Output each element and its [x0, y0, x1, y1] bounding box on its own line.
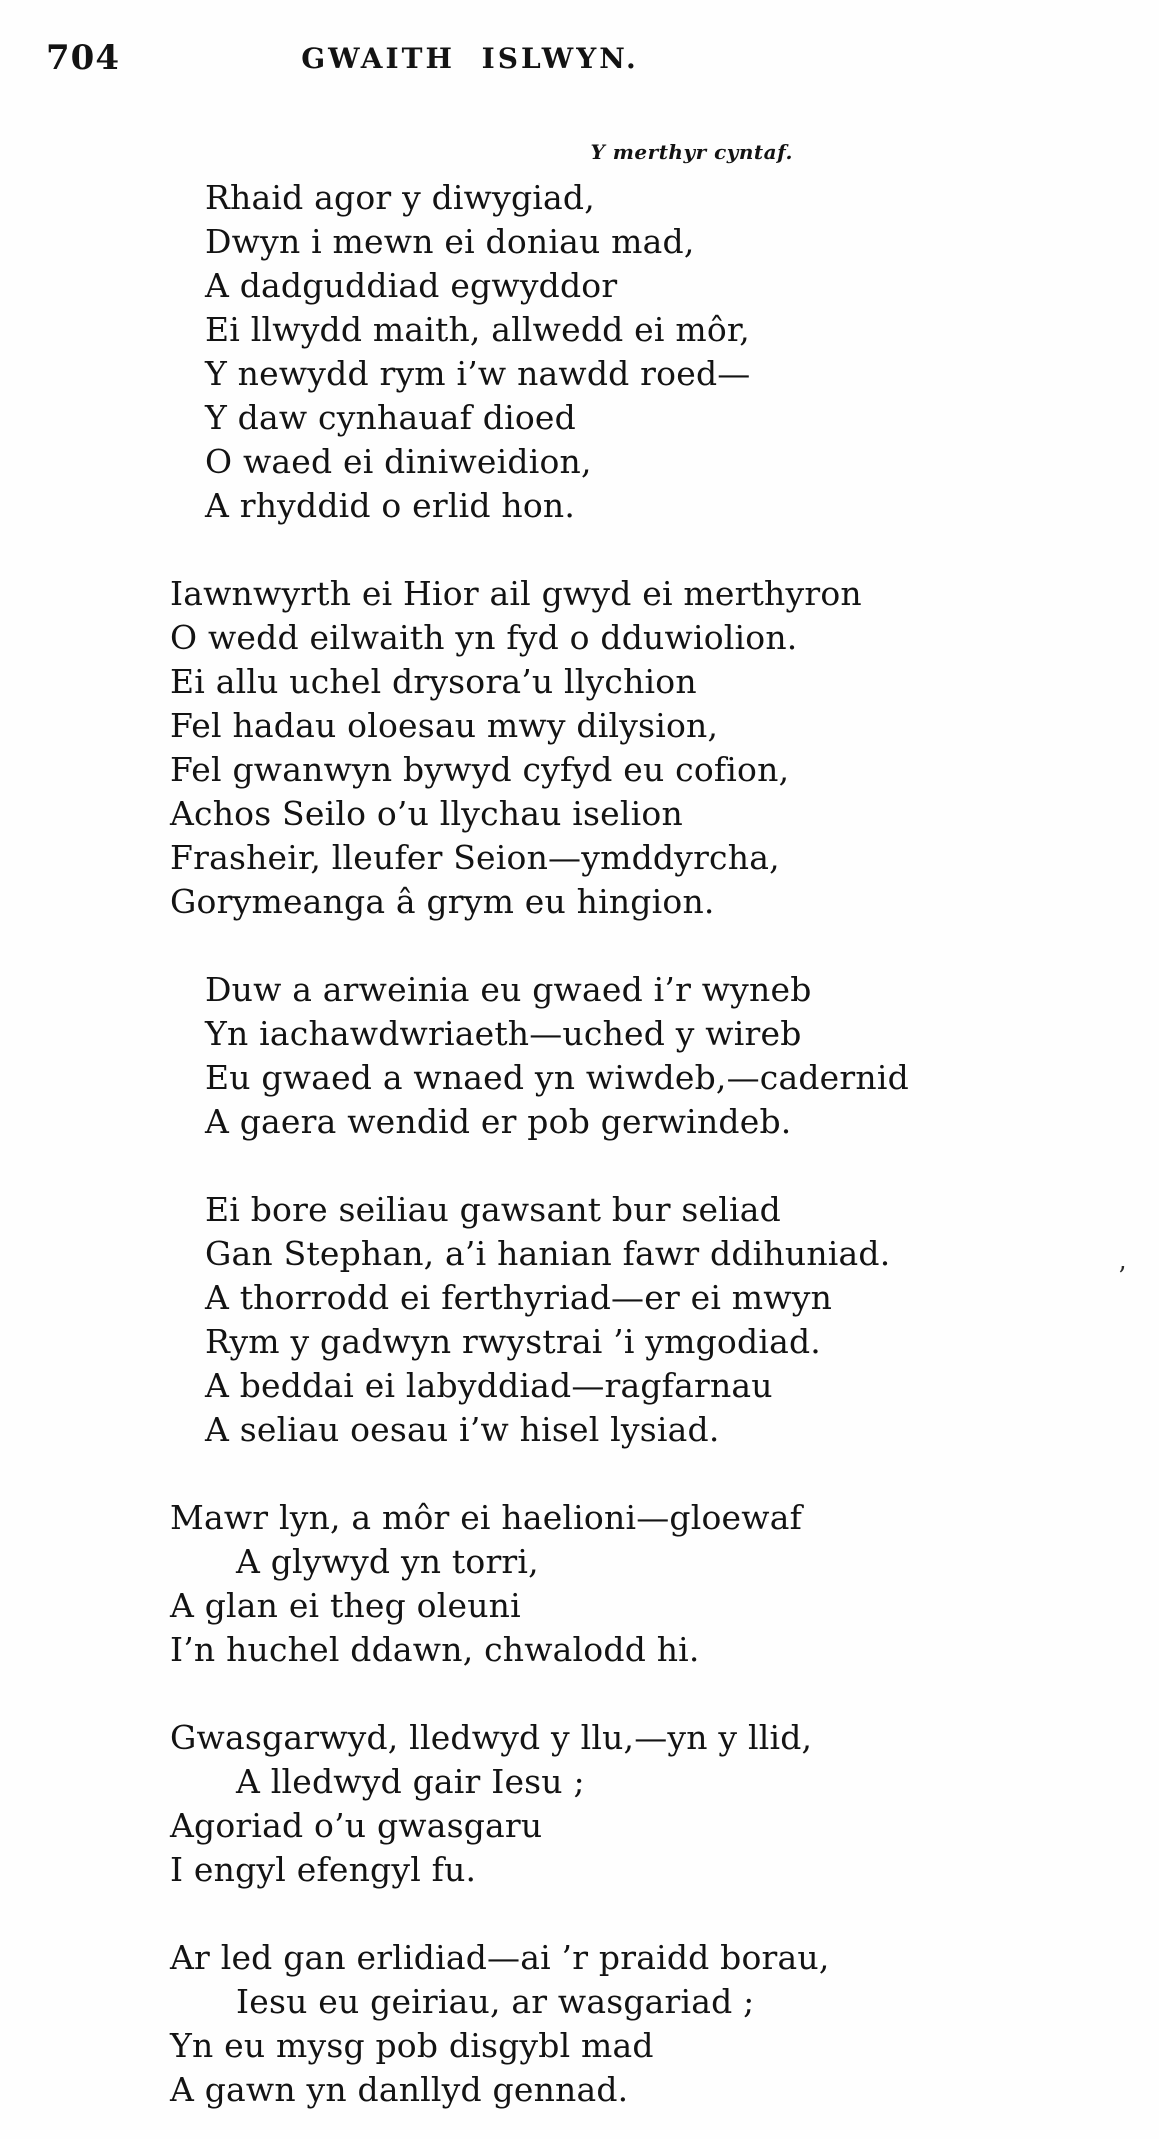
poem-line: Rhaid agor y diwygiad, — [205, 178, 595, 217]
stanza — [170, 1496, 909, 1672]
poem-line: A gaera wendid er pob gerwindeb. — [205, 1102, 792, 1141]
poem-line: O waed ei diniweidion, — [205, 442, 592, 481]
poem-line: A glan ei theg oleuni — [170, 1586, 521, 1625]
poem-line: Ei allu uchel drysora’u llychion — [170, 662, 697, 701]
poem-line: Mawr lyn, a môr ei haelioni—gloewaf — [170, 1498, 803, 1537]
poem — [170, 176, 909, 2139]
poem-line: Eu gwaed a wnaed yn wiwdeb,—cadernid — [205, 1058, 909, 1097]
poem-line: A rhyddid o erlid hon. — [205, 486, 576, 525]
poem-line: Yn iachawdwriaeth—uched y wireb — [205, 1014, 802, 1053]
poem-line: A thorrodd ei ferthyriad—er ei mwyn — [205, 1278, 833, 1317]
stanza — [170, 1936, 909, 2112]
stanza — [170, 968, 909, 1144]
poem-line: Dwyn i mewn ei doniau mad, — [205, 222, 695, 261]
poem-line: Fel gwanwyn bywyd cyfyd eu cofion, — [170, 750, 790, 789]
stanza — [170, 1188, 909, 1452]
poem-line: Agoriad o’u gwasgaru — [170, 1806, 543, 1845]
poem-line: A gawn yn danllyd gennad. — [170, 2070, 629, 2109]
poem-line: Gorymeanga â grym eu hingion. — [170, 882, 715, 921]
poem-line: Duw a arweinia eu gwaed i’r wyneb — [205, 970, 812, 1009]
poem-line: A beddai ei labyddiad—ragfarnau — [205, 1366, 773, 1405]
poem-line: Ei llwydd maith, allwedd ei môr, — [205, 310, 750, 349]
poem-line: Achos Seilo o’u llychau iselion — [170, 794, 683, 833]
scan-artifact-mark: ’ — [1118, 1262, 1127, 1292]
poem-title-caption: Y merthyr cyntaf. — [590, 140, 793, 164]
poem-line: Ei bore seiliau gawsant bur seliad — [205, 1190, 781, 1229]
poem-line: Fel hadau oloesau mwy dilysion, — [170, 706, 719, 745]
poem-line: O wedd eilwaith yn fyd o dduwiolion. — [170, 618, 798, 657]
poem-line: Rym y gadwyn rwystrai ’i ymgodiad. — [205, 1322, 821, 1361]
running-title: GWAITH ISLWYN. — [301, 42, 639, 75]
poem-line: Frasheir, lleufer Seion—ymddyrcha, — [170, 838, 780, 877]
poem-line: Yn eu mysg pob disgybl mad — [170, 2026, 654, 2065]
poem-line: Gan Stephan, a’i hanian fawr ddihuniad. — [205, 1234, 891, 1273]
poem-line: A lledwyd gair Iesu ; — [236, 1762, 585, 1801]
poem-line: Iesu eu geiriau, ar wasgariad ; — [236, 1982, 755, 2021]
stanza — [170, 572, 909, 924]
poem-line: A glywyd yn torri, — [236, 1542, 539, 1581]
poem-line: I engyl efengyl fu. — [170, 1850, 477, 1889]
page-number: 704 — [46, 38, 120, 78]
stanza — [170, 1716, 909, 1892]
poem-line: A seliau oesau i’w hisel lysiad. — [205, 1410, 720, 1449]
poem-line: Iawnwyrth ei Hior ail gwyd ei merthyron — [170, 574, 862, 613]
poem-line: A dadguddiad egwyddor — [205, 266, 618, 305]
poem-line: Y daw cynhauaf dioed — [205, 398, 576, 437]
poem-line: I’n huchel ddawn, chwalodd hi. — [170, 1630, 700, 1669]
poem-line: Gwasgarwyd, lledwyd y llu,—yn y llid, — [170, 1718, 813, 1757]
stanza — [170, 176, 909, 528]
poem-line: Y newydd rym i’w nawdd roed— — [205, 354, 751, 393]
poem-line: Ar led gan erlidiad—ai ’r praidd borau, — [170, 1938, 830, 1977]
